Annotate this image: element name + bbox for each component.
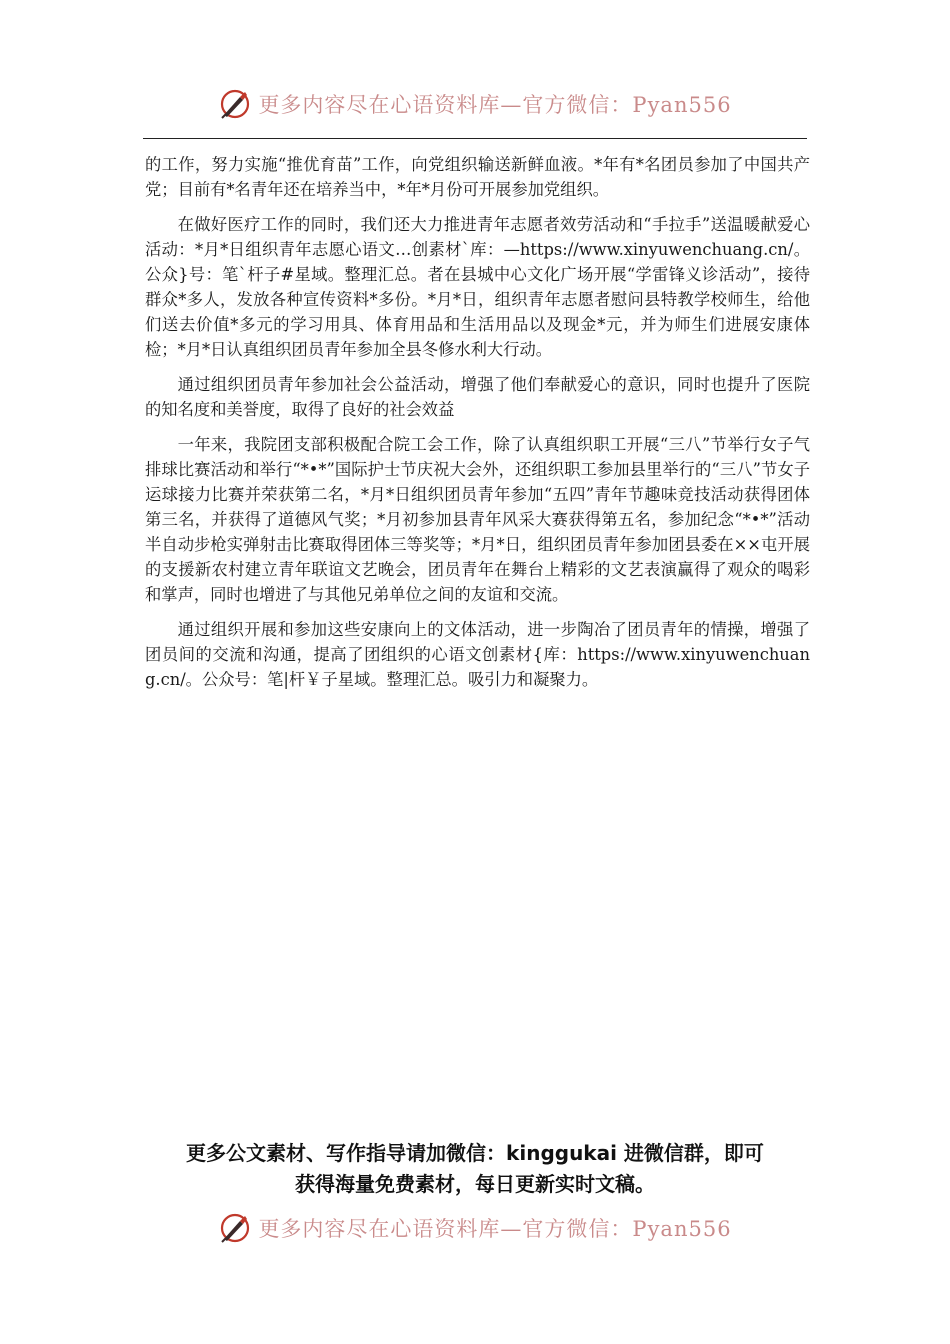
footer-brand xyxy=(218,1211,731,1245)
pen-logo-icon xyxy=(218,1211,252,1245)
footer-watermark xyxy=(0,1208,950,1248)
paragraph-3: 通过组织团员青年参加社会公益活动，增强了他们奉献爱心的意识，同时也提升了医院的知名度和美誉度，取得了良好的社会效益 xyxy=(145,375,810,419)
promo-line-1: 更多公文素材、写作指导请加微信：kinggukai 进微信群，即可 xyxy=(186,1141,764,1165)
pen-logo-icon xyxy=(218,87,252,121)
paragraph-5: 通过组织开展和参加这些安康向上的文体活动，进一步陶冶了团员青年的情操，增强了团员间的交流和沟通，提高了团组织的心语文创素材{库：https://www.xinyuwenchuang.cn/。公众号：笔|杆￥子星域。整理汇总。吸引力和凝聚力。 xyxy=(145,620,810,689)
paragraph-1: 的工作，努力实施“推优育苗”工作，向党组织输送新鲜血液。*年有*名团员参加了中国共产党；目前有*名青年还在培养当中，*年*月份可开展参加党组织。 xyxy=(145,155,810,199)
header-watermark xyxy=(0,84,950,124)
promo-notice xyxy=(130,1138,820,1200)
document-body xyxy=(145,152,810,702)
header-brand-text: 更多内容尽在心语资料库—官方微信：Pyan556 xyxy=(258,93,732,117)
header-brand xyxy=(218,87,731,121)
header-divider xyxy=(143,138,807,139)
footer-brand-text: 更多内容尽在心语资料库—官方微信：Pyan556 xyxy=(258,1217,732,1241)
promo-line-2: 获得海量免费素材，每日更新实时文稿。 xyxy=(295,1172,655,1196)
paragraph-4: 一年来，我院团支部积极配合院工会工作，除了认真组织职工开展“三八”节举行女子气排球比赛活动和举行“*•*”国际护士节庆祝大会外，还组织职工参加县里举行的“三八”节女子运球接力比赛并荣获第二名，*月*日组织团员青年参加“五四”青年节趣味竞技活动获得团体第三名，并获得了道德风气奖；*月初参加县青年风采大赛获得第五名，参加纪念“*•*”活动半自动步枪实弹射击比赛取得团体三等奖等；*月*日，组织团员青年参加团县委在××屯开展的支援新农村建立青年联谊文艺晚会，团员青年在舞台上精彩的文艺表演赢得了观众的喝彩和掌声，同时也增进了与其他兄弟单位之间的友谊和交流。 xyxy=(145,435,810,604)
paragraph-2: 在做好医疗工作的同时，我们还大力推进青年志愿者效劳活动和“手拉手”送温暖献爱心活动：*月*日组织青年志愿心语文…创素材`库：—https://www.xinyuwenchuang.cn/。公众}号：笔`杆子#星域。整理汇总。者在县城中心文化广场开展“学雷锋义诊活动”，接待群众*多人，发放各种宣传资料*多份。*月*日，组织青年志愿者慰问县特教学校师生，给他们送去价值*多元的学习用具、体育用品和生活用品以及现金*元，并为师生们进展安康体检；*月*日认真组织团员青年参加全县冬修水利大行动。 xyxy=(145,215,810,359)
